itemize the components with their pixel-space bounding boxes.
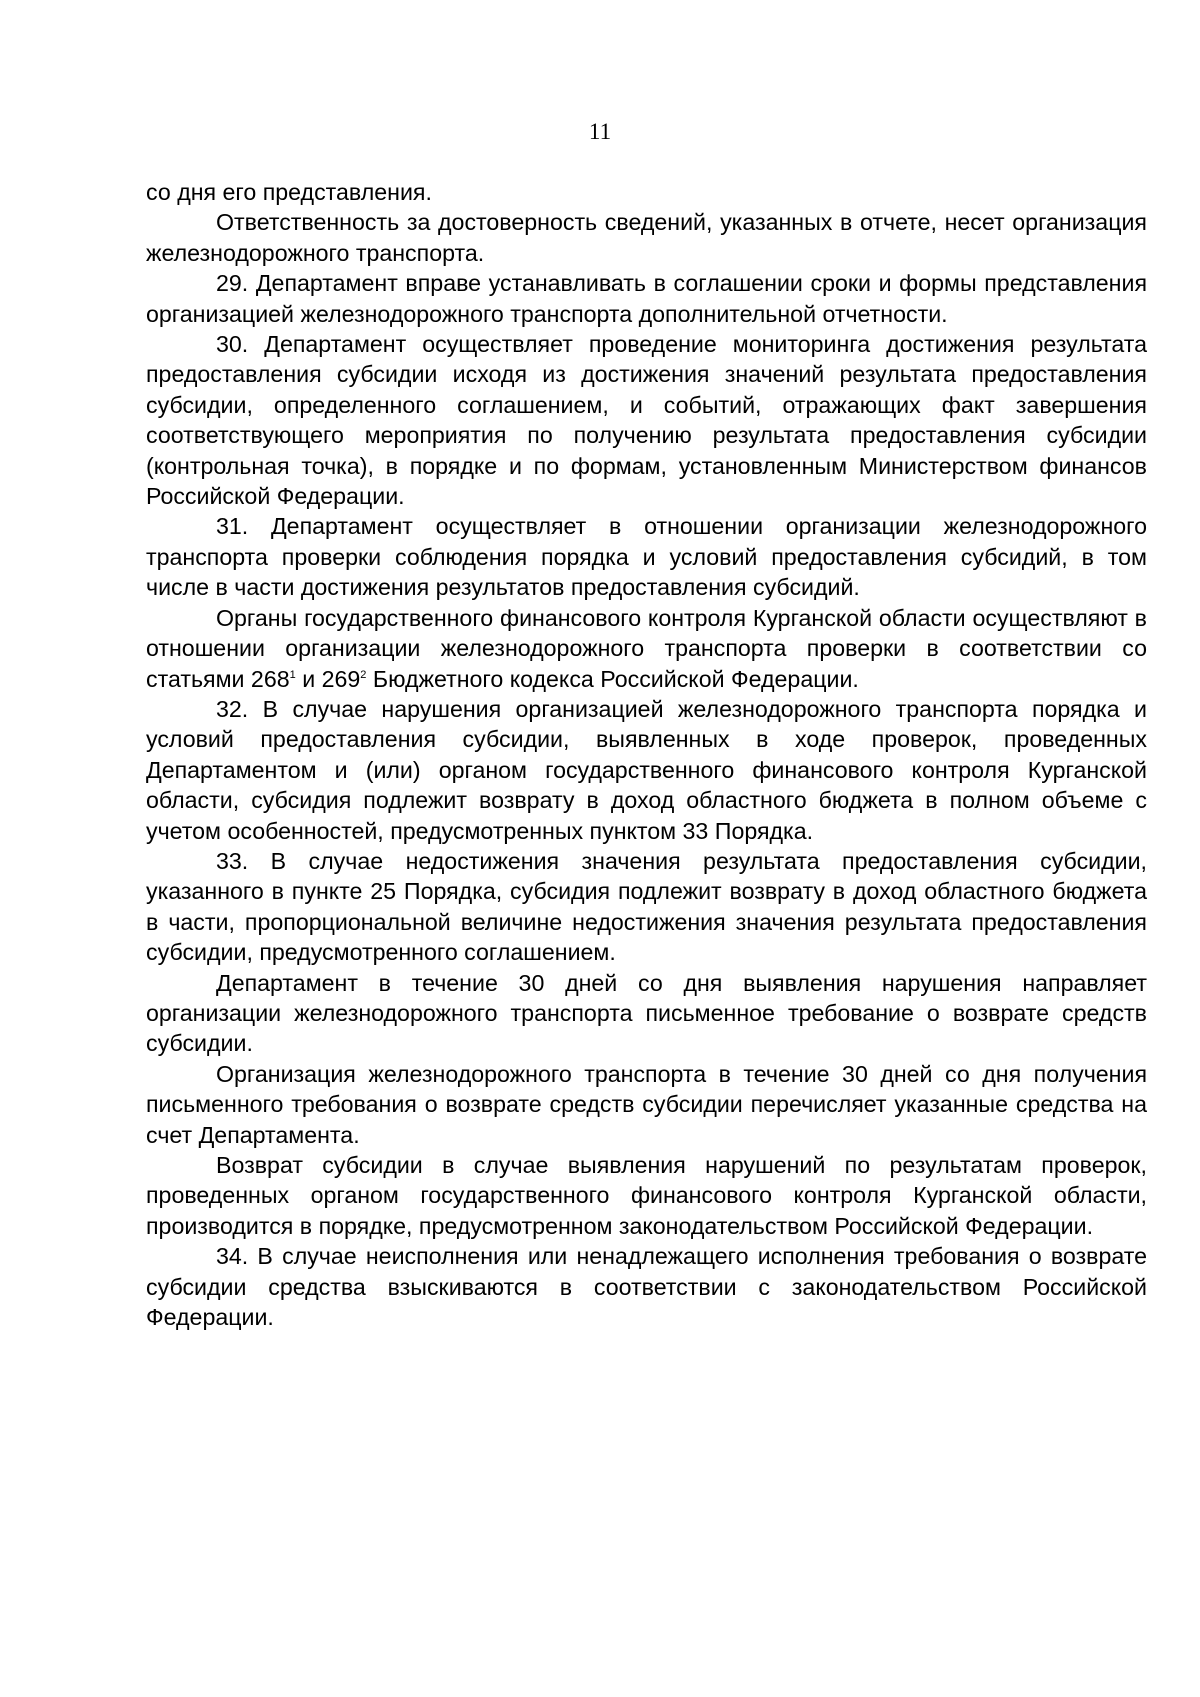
paragraph-department-demand: Департамент в течение 30 дней со дня выявления нарушения направляет организации железнодорожного транспорта письменное требование о возврате средств субсидии.: [146, 969, 1147, 1057]
paragraph-financial-control-text-start: Органы государственного финансового контроля Курганской области осуществляют в отношении организации железнодорожного транспорта проверки в соответствии со статьями 268: [146, 604, 1147, 692]
paragraph-organization-repayment: Организация железнодорожного транспорта в течение 30 дней со дня получения письменного требования о возврате средств субсидии перечисляет указанные средства на счет Департамента.: [146, 1060, 1147, 1148]
paragraph-item-32: 32. В случае нарушения организацией железнодорожного транспорта порядка и условий предоставления субсидии, выявленных в ходе проверок, проведенных Департаментом и (или) органом государственного финансового контроля Курганской области, субсидия подлежит возврату в доход областного бюджета в полном объеме с учетом особенностей, предусмотренных пунктом 33 Порядка.: [146, 695, 1147, 844]
paragraph-item-30: 30. Департамент осуществляет проведение мониторинга достижения результата предоставления субсидии исходя из достижения значений результата предоставления субсидии, определенного соглашением, и событий, отражающих факт завершения соответствующего мероприятия по получению результата предоставления субсидии (контрольная точка), в порядке и по формам, установленным Министерством финансов Российской Федерации.: [146, 331, 1147, 510]
paragraph-item-34: 34. В случае неисполнения или ненадлежащего исполнения требования о возврате субсидии средства взыскиваются в соответствии с законодательством Российской Федерации.: [146, 1243, 1147, 1331]
paragraph-continuation: со дня его представления.: [146, 179, 432, 205]
paragraph-refund-procedure: Возврат субсидии в случае выявления нарушений по результатам проверок, проведенных органом государственного финансового контроля Курганской области, производится в порядке, предусмотренном законодательством Российской Федерации.: [146, 1152, 1147, 1239]
paragraph-financial-control-text-end: Бюджетного кодекса Российской Федерации.: [366, 665, 859, 692]
paragraph-item-33: 33. В случае недостижения значения результата предоставления субсидии, указанного в пункте 25 Порядка, субсидия подлежит возврату в доход областного бюджета в части, пропорциональной величине недостижения значения результата предоставления субсидии, предусмотренного соглашением.: [146, 847, 1147, 966]
page-number: 11: [588, 119, 612, 144]
paragraph-financial-control-text-middle: и 269: [295, 665, 361, 692]
paragraph-item-31: 31. Департамент осуществляет в отношении организации железнодорожного транспорта проверки соблюдения порядка и условий предоставления субсидий, в том числе в части достижения результатов предоставления субсидий.: [146, 513, 1147, 601]
paragraph-item-29: 29. Департамент вправе устанавливать в соглашении сроки и формы представления организацией железнодорожного транспорта дополнительной отчетности.: [146, 270, 1147, 327]
paragraph-responsibility: Ответственность за достоверность сведений, указанных в отчете, несет организация железнодорожного транспорта.: [146, 209, 1147, 266]
superscript-article-268: 1: [289, 668, 296, 681]
document-body: [146, 177, 1147, 1332]
superscript-article-269: 2: [360, 668, 367, 681]
paragraph-financial-control: [146, 603, 1147, 694]
